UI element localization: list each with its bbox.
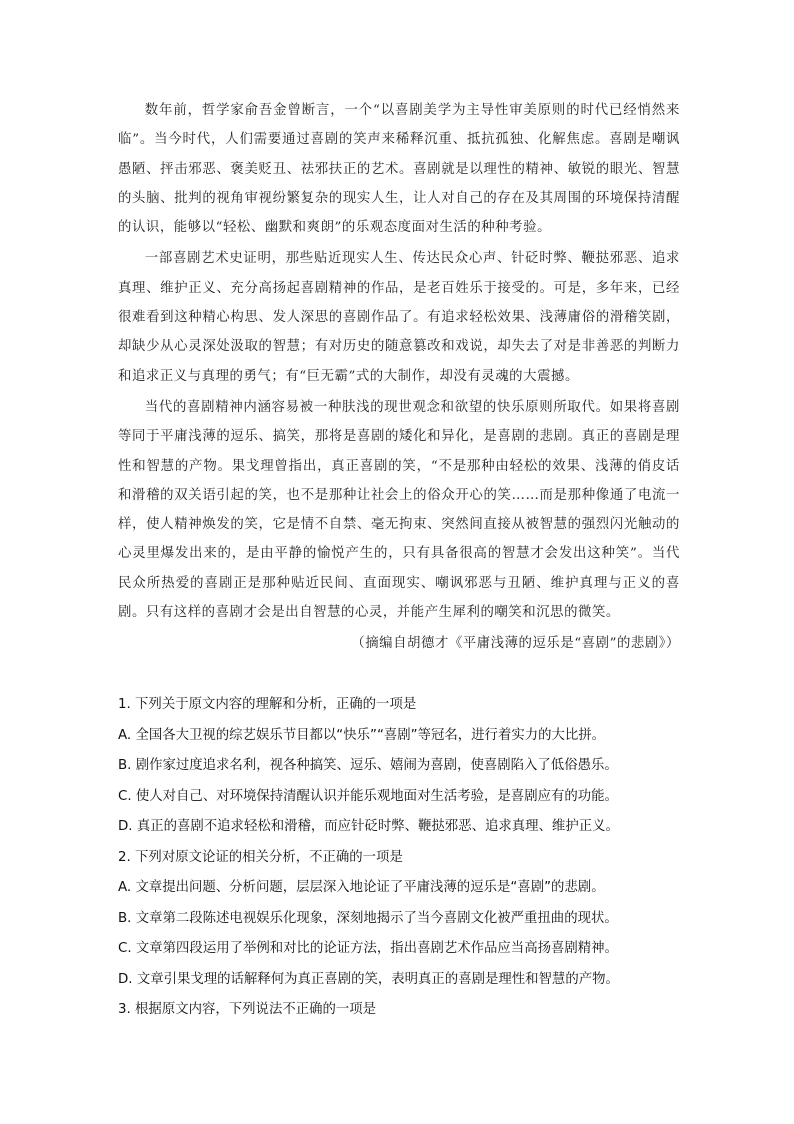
passage-source: （摘编自胡德才《平庸浅薄的逗乐是“喜剧”的悲剧》）: [351, 636, 680, 652]
question-2-option-d: D. 文章引果戈理的话解释何为真正喜剧的笑，表明真正的喜剧是理性和智慧的产物。: [118, 971, 619, 987]
question-3: [118, 995, 698, 1026]
question-3-stem: 3. 根据原文内容，下列说法不正确的一项是: [118, 1002, 377, 1017]
question-1-option-c: C. 使人对自己、对环境保持清醒认识并能乐观地面对生活考验，是喜剧应有的功能。: [118, 788, 618, 804]
question-1-stem: 1. 下列关于原文内容的理解和分析，正确的一项是: [118, 697, 417, 712]
question-1-option-a: A. 全国各大卫视的综艺娱乐节目都以“快乐”“喜剧”等冠名，进行着实力的大比拼。: [118, 727, 606, 743]
passage-paragraph-1: 数年前，哲学家俞吾金曾断言，一个“以喜剧美学为主导性审美原则的时代已经悄然来临”。当今时代，人们需要通过喜剧的笑声来稀释沉重、抵抗孤独、化解焦虑。喜剧是嘲讽愚陋、抨击邪恶、褒美贬丑、祛邪扶正的艺术。喜剧就是以理性的精神、敏锐的眼光、智慧的头脑、批判的视角审视纷繁复杂的现实人生，让人对自己的存在及其周围的环境保持清醒的认识，能够以“轻松、幽默和爽朗”的乐观态度面对生活的种种考验。: [118, 103, 680, 236]
question-2-stem: 2. 下列对原文论证的相关分析，不正确的一项是: [118, 849, 403, 865]
reading-passage: [118, 96, 680, 661]
question-1: [118, 690, 698, 843]
question-2-option-c: C. 文章第四段运用了举例和对比的论证方法，指出喜剧艺术作品应当高扬喜剧精神。: [118, 941, 618, 956]
passage-paragraph-2: 一部喜剧艺术史证明，那些贴近现实人生、传达民众心声、针砭时弊、鞭挞邪恶、追求真理、维护正义、充分高扬起喜剧精神的作品，是老百姓乐于接受的。可是，多年来，已经很难看到这种精心构思、发人深思的喜剧作品了。有追求轻松效果、浅薄庸俗的滑稽笑剧，却缺少从心灵深处汲取的智慧；有对历史的随意篡改和戏说，却失去了对是非善恶的判断力和追求正义与真理的勇气；有“巨无霸”式的大制作，却没有灵魂的大震撼。: [118, 251, 680, 384]
passage-paragraph-3: 当代的喜剧精神内涵容易被一种肤浅的现世观念和欲望的快乐原则所取代。如果将喜剧等同于平庸浅薄的逗乐、搞笑，那将是喜剧的矮化和异化，是喜剧的悲剧。真正的喜剧是理性和智慧的产物。果戈理曾指出，真正喜剧的笑，“不是那种由轻松的效果、浅薄的俏皮话和滑稽的双关语引起的笑，也不是那种让社会上的俗众开心的笑……而是那种像通了电流一样，使人精神焕发的笑，它是情不自禁、毫无拘束、突然间直接从被智慧的强烈闪光触动的心灵里爆发出来的，是由平静的愉悦产生的，只有具备很高的智慧才会发出这种笑”。当代民众所热爱的喜剧正是那种贴近民间、直面现实、嘲讽邪恶与丑陋、维护真理与正义的喜剧。只有这样的喜剧才会是出自智慧的心灵，并能产生犀利的嘲笑和沉思的微笑。: [118, 399, 680, 621]
question-2-option-b: B. 文章第二段陈述电视娱乐化现象，深刻地揭示了当今喜剧文化被严重扭曲的现状。: [118, 910, 618, 926]
question-list: [118, 690, 698, 1026]
question-2-option-a: A. 文章提出问题、分析问题，层层深入地论证了平庸浅薄的逗乐是“喜剧”的悲剧。: [118, 880, 605, 895]
question-1-option-b: B. 剧作家过度追求名利，视各种搞笑、逗乐、嬉闹为喜剧，使喜剧陷入了低俗愚乐。: [118, 758, 618, 773]
question-1-option-d: D. 真正的喜剧不追求轻松和滑稽，而应针砭时弊、鞭挞邪恶、追求真理、维护正义。: [118, 819, 619, 834]
question-2: [118, 843, 698, 996]
